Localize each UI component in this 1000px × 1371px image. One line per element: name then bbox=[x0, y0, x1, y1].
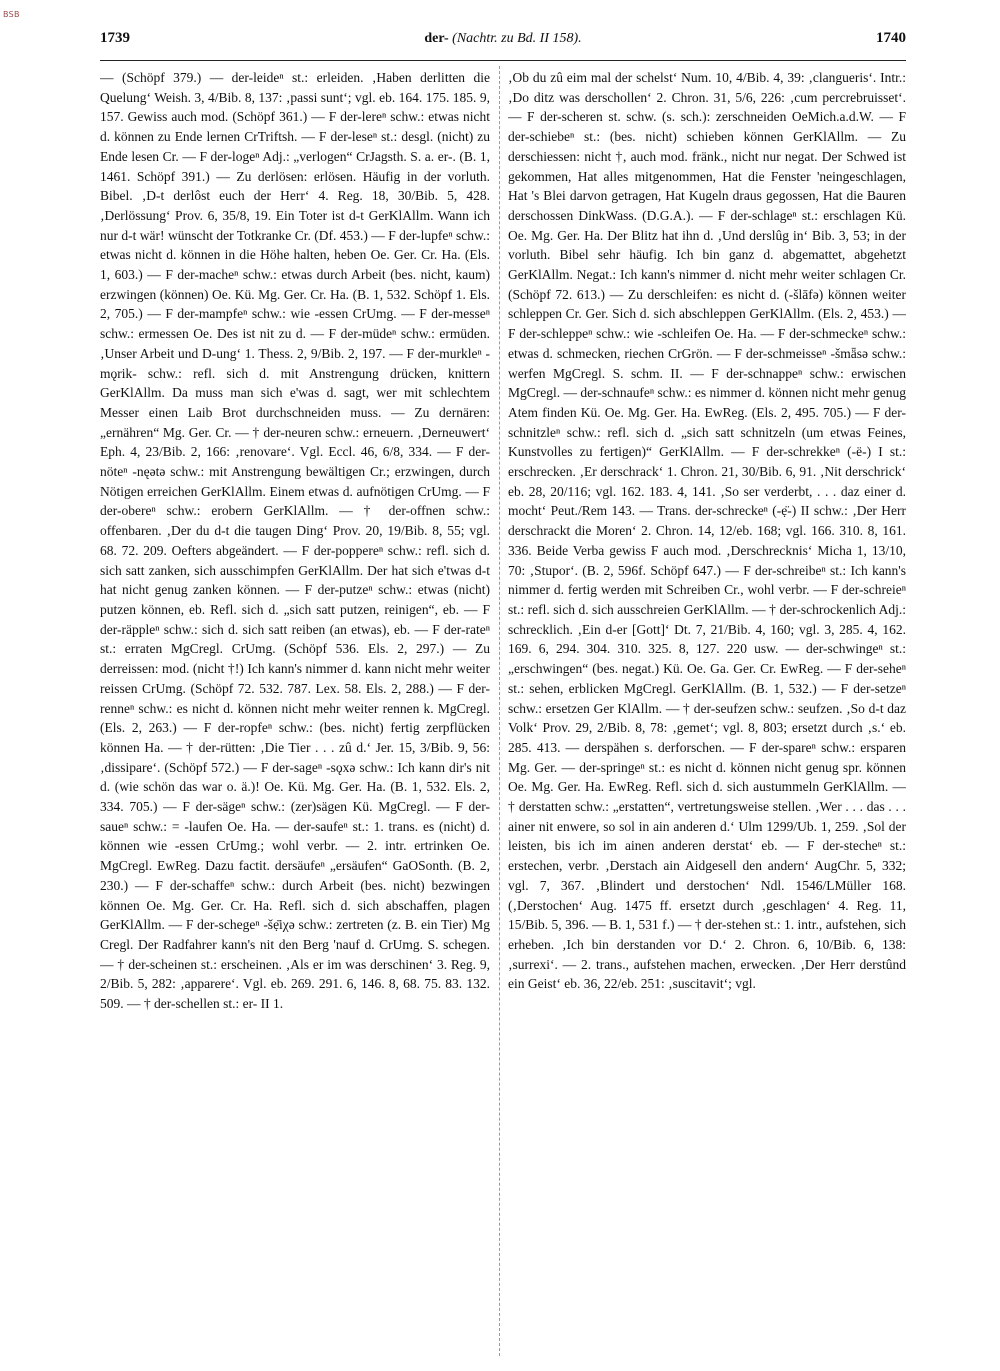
left-column-text: — (Schöpf 379.) — der-leideⁿ st.: erleiden. ‚Haben derlitten die Quelung‘ Weish. 3, 4/Bib. 8, 137: ‚passi sunt‘; vgl. eb. 164. 175. 185. 9, 157. Gewiss auch mod. (Schöpf 361.) — F der-lereⁿ schw.: etwas nicht d. können zu Ende lernen CrTriftsh. — F der-leseⁿ st.: desgl. (nicht) zu Ende lesen Cr. — F der-logeⁿ Adj.: „verlogen“ CrJagsth. S. a. er-. (B. 1, 1461. Schöpf 391.) — Zu derlösen: erlösen. Häufig in der vorluth. Bibel. ‚D-t derlôst euch der Herr‘ 4. Reg. 18, 30/Bib. 5, 428. ‚Derlössung‘ Prov. 6, 35/8, 19. Ein Toter ist d-t GerKlAllm. Wann ich nur d-t wär! wünscht der Totkranke Cr. (Df. 453.) — F der-lupfeⁿ schw.: etwas nicht d. können in die Höhe halten, heben Oe. Ger. Cr. Ha. (Els. 1, 603.) — F der-macheⁿ schw.: etwas durch Arbeit (bes. nicht, kaum) erzwingen (können) Oe. Kü. Mg. Ger. Cr. Ha. (B. 1, 532. Schöpf 1. Els. 2, 705.) — F der-mampfeⁿ schw.: wie -essen CrUmg. — F der-messeⁿ schw.: ermessen Oe. Des ist nit zu d. — F der-müdeⁿ schw.: ermüden. ‚Unser Arbeit und D-ung‘ 1. Thess. 2, 9/Bib. 2, 197. — F der-murkleⁿ -mǫrik- schw.: refl. sich d. mit Anstrengung drücken, knittern GerKlAllm. Da muss man sich e'was d. sagt, wer mit schlechtem Messer einen Laib Brot durchschneiden muss. — Zu dernären: „ernähren“ Mg. Ger. Cr. — † der-neuren schw.: erneuern. ‚Derneuwert‘ Eph. 4, 23/Bib. 2, 166: ‚renovare‘. Vgl. Eccl. 46, 6/8, 334. — F der-nöteⁿ -nęətə schw.: mit Anstrengung bewältigen Cr.; erzwingen, durch Nötigen erreichen GerKlAllm. Einem etwas d. aufnötigen CrUmg. — F der-obereⁿ schw.: erobern GerKlAllm. — † der-offnen schw.: offenbaren. ‚Der du d-t die taugen Ding‘ Prov. 20, 19/Bib. 8, 55; vgl. 68. 72. 209. Oefters abgeändert. — F der-poppereⁿ schw.: refl. sich d. sich satt zanken, sich ausschimpfen GerKlAllm. Der hat sich e'twas d-t hat nicht genug zanken können. — F der-putzeⁿ schw.: etwas (nicht) putzen können, eb. Refl. sich d. „sich satt putzen, reinigen“, eb. — F der-räppleⁿ schw.: sich d. sich satt reiben (an etwas), eb. — F der-rateⁿ st.: erraten MgCregl. CrUmg. (Schöpf 536. Els. 2, 297.) — Zu derreissen: mod. (nicht †!) Ich kann's nimmer d. kann nicht mehr weiter reissen CrUmg. (Schöpf 72. 532. 787. Lex. 58. Els. 2, 288.) — F der-renneⁿ schw.: es nicht d. können nicht mehr weiter rennen k. MgCregl. (Els. 2, 263.) — F der-ropfeⁿ schw.: (bes. nicht) fertig zerpflücken können Ha. — † der-rütten: ‚Die Tier . . . zû d.‘ Jer. 15, 3/Bib. 9, 56: ‚dissipare‘. (Schöpf 572.) — F der-sageⁿ -sǫxə schw.: Ich kann dir's nit d. (wie schön das war o. ä.)! Oe. Kü. Mg. Ger. Ha. (B. 1, 532. Els. 2, 334. 705.) — F der-sägeⁿ schw.: (zer)sägen Kü. MgCregl. — F der-saueⁿ schw.: = -laufen Oe. Ha. — der-saufeⁿ st.: 1. trans. es (nicht) d. können wie -essen CrUmg.; wohl verbr. — 2. intr. ertrinken Oe. MgCregl. EwReg. Dazu factit. dersäufeⁿ „ersäufen“ GaOSonth. (B. 2, 230.) — F der-schaffeⁿ schw.: durch Arbeit (bes. nicht) bezwingen können Oe. Mg. Ger. Cr. Ha. Refl. sich d. sich abschaffen, plagen GerKlAllm. — F der-schegeⁿ -šẹ̄iχə schw.: zertreten (z. B. ein Tier) Mg Cregl. Der Radfahrer kann's nit den Berg 'nauf d. CrUmg. S. schegen. — † der-scheinen st.: erscheinen. ‚Als er im was derschinen‘ 3. Reg. 9, 2/Bib. 5, 282: ‚apparere‘. Vgl. eb. 269. 291. 6, 146. 8, 68. 75. 83. 132. 509. — † der-schellen st.: er- II 1. bbox=[100, 70, 490, 1012]
right-column-text: ‚Ob du zû eim mal der schelst‘ Num. 10, 4/Bib. 4, 39: ‚clangueris‘. Intr.: ‚Do ditz was derschollen‘ 2. Chron. 31, 5/6, 226: ‚cum percrebruisset‘. — F der-scheren st. schw. (s. sch.): zerschneiden OeMich.a.d.W. — F der-schiebeⁿ st.: (bes. nicht) schieben können GerKlAllm. — Zu derschiessen: nicht †, auch mod. fränk., nicht nur negat. Der Schwed ist gekommen, Hat alles mitgenommen, Hat die Fenster 'neingeschlagen, Hat 's Blei darvon getragen, Hat Kugeln draus gegossen, Hat die Bauren derschossen DinkWass. (D.G.A.). — F der-schlageⁿ st.: erschlagen Kü. Oe. Mg. Ger. Ha. Der Blitz hat ihn d. ‚Und derslûg in‘ Bib. 3, 53; in der vorluth. Bibel sehr häufig. Ich bin ganz d. abgemattet, abgehetzt GerKlAllm. Negat.: Ich kann's nimmer d. nicht mehr weiter schlagen Cr. (Schöpf 72. 613.) — Zu derschleifen: es nicht d. (-šlāfə) können weiter schleppen Cr. Ger. Sich d. sich abschleppen GerKlAllm. (Els. 2, 453.) — F der-schleppeⁿ schw.: wie -schleifen Oe. Ha. — F der-schmeckeⁿ schw.: etwas d. schmecken, riechen CrGrön. — F der-schmeisseⁿ -šmǟsə schw.: werfen MgCregl. S. schm. II. — F der-schnappeⁿ schw.: erwischen MgCregl. — der-schnaufeⁿ schw.: es nimmer d. können nicht mehr genug Atem finden Kü. Oe. Mg. Ger. Ha. EwReg. (Els. 2, 495. 705.) — F der-schnitzleⁿ schw.: refl. sich d. „sich satt schnitzeln (um etwas Feines, Kunstvolles zu fertigen)“ GerKlAllm. — F der-schrekkeⁿ (-ë-) I st.: erschrecken. ‚Er derschrack‘ 1. Chron. 21, 30/Bib. 6, 91. ‚Nit derschrick‘ eb. 28, 20/116; vgl. 162. 183. 4, 141. ‚So ser verderbt, . . . daz einer d. mocht‘ Peut./Rem 143. — Trans. der-schreckeⁿ (-ẹ̈-) II schw.: ‚Der Herr derschrackt die Moren‘ 2. Chron. 14, 12/eb. 168; vgl. 166. 310. 8, 161. 336. Beide Verba gewiss F auch mod. ‚Derschrecknis‘ Micha 1, 13/10, 70: ‚Stupor‘. (B. 2, 596f. Schöpf 647.) — F der-schreibeⁿ st.: Ich kann's nimmer d. fertig werden mit Schreiben Cr., wohl verbr. — F der-schreieⁿ st.: refl. sich d. sich ausschreien GerKlAllm. — † der-schrockenlich Adj.: schrecklich. ‚Ein d-er [Gott]‘ Dt. 7, 21/Bib. 4, 160; vgl. 3, 285. 4, 162. 169. 6, 294. 304. 310. 325. 8, 127. 220 usw. — der-schwingeⁿ st.: „erschwingen“ (bes. negat.) Kü. Oe. Ga. Ger. Cr. EwReg. — F der-seheⁿ st.: sehen, erblicken MgCregl. GerKlAllm. (B. 1, 532.) — F der-setzeⁿ schw.: ersetzen Ger KlAllm. — † der-seufzen schw.: seufzen. ‚So d-t daz Volk‘ Prov. 29, 2/Bib. 8, 78: ‚gemet‘; vgl. 8, 803; ersetzt durch ‚s.‘ eb. 285. 413. — derspähen s. derforschen. — F der-spareⁿ schw.: ersparen Mg. Ger. — der-springeⁿ st.: es nicht d. können nicht genug spr. können Oe. Mg. Ger. Ha. EwReg. Refl. sich d. sich austummeln GerKlAllm. — † derstatten schw.: „erstatten“, vertretungsweise stellen. ‚Wer . . . das . . . ainer nit enwere, so sol in ain anderen d.‘ Ulm 1299/Ub. 1, 259. ‚Sol der leisten, bis ich im ainen anderen derstat‘ eb. — F der-stecheⁿ st.: erstechen, verbr. ‚Derstach ain Aidgesell den andern‘ AugChr. 5, 332; vgl. 7, 367. ‚Blindert und derstochen‘ Ndl. 1546/LMüller 168. (‚Derstochen‘ Aug. 1475 ff. ersetzt durch ‚geschlagen‘ 4. Reg. 11, 15/Bib. 5, 396. — B. 1, 531 f.) — † der-stehen st.: 1. intr., aufstehen, sich erheben. ‚Ich bin derstanden vor D.‘ 2. Chron. 6, 10/Bib. 6, 138: ‚surrexi‘. — 2. trans., aufstehen machen, erwecken. ‚Der Herr derstûnd ein Geist‘ eb. 36, 22/eb. 251: ‚suscitavit‘; vgl. bbox=[508, 70, 906, 992]
page-number-right: 1740 bbox=[876, 30, 906, 46]
library-stamp: BSB bbox=[3, 10, 20, 19]
column-separator bbox=[499, 66, 501, 1356]
header-rule bbox=[100, 60, 906, 61]
right-column bbox=[508, 68, 906, 1358]
page-number-left: 1739 bbox=[100, 30, 130, 46]
running-reference: (Nachtr. zu Bd. II 158). bbox=[452, 31, 582, 46]
running-headword: der- bbox=[424, 31, 449, 46]
running-title bbox=[100, 31, 906, 47]
left-column bbox=[100, 68, 490, 1358]
page-header bbox=[100, 30, 906, 52]
